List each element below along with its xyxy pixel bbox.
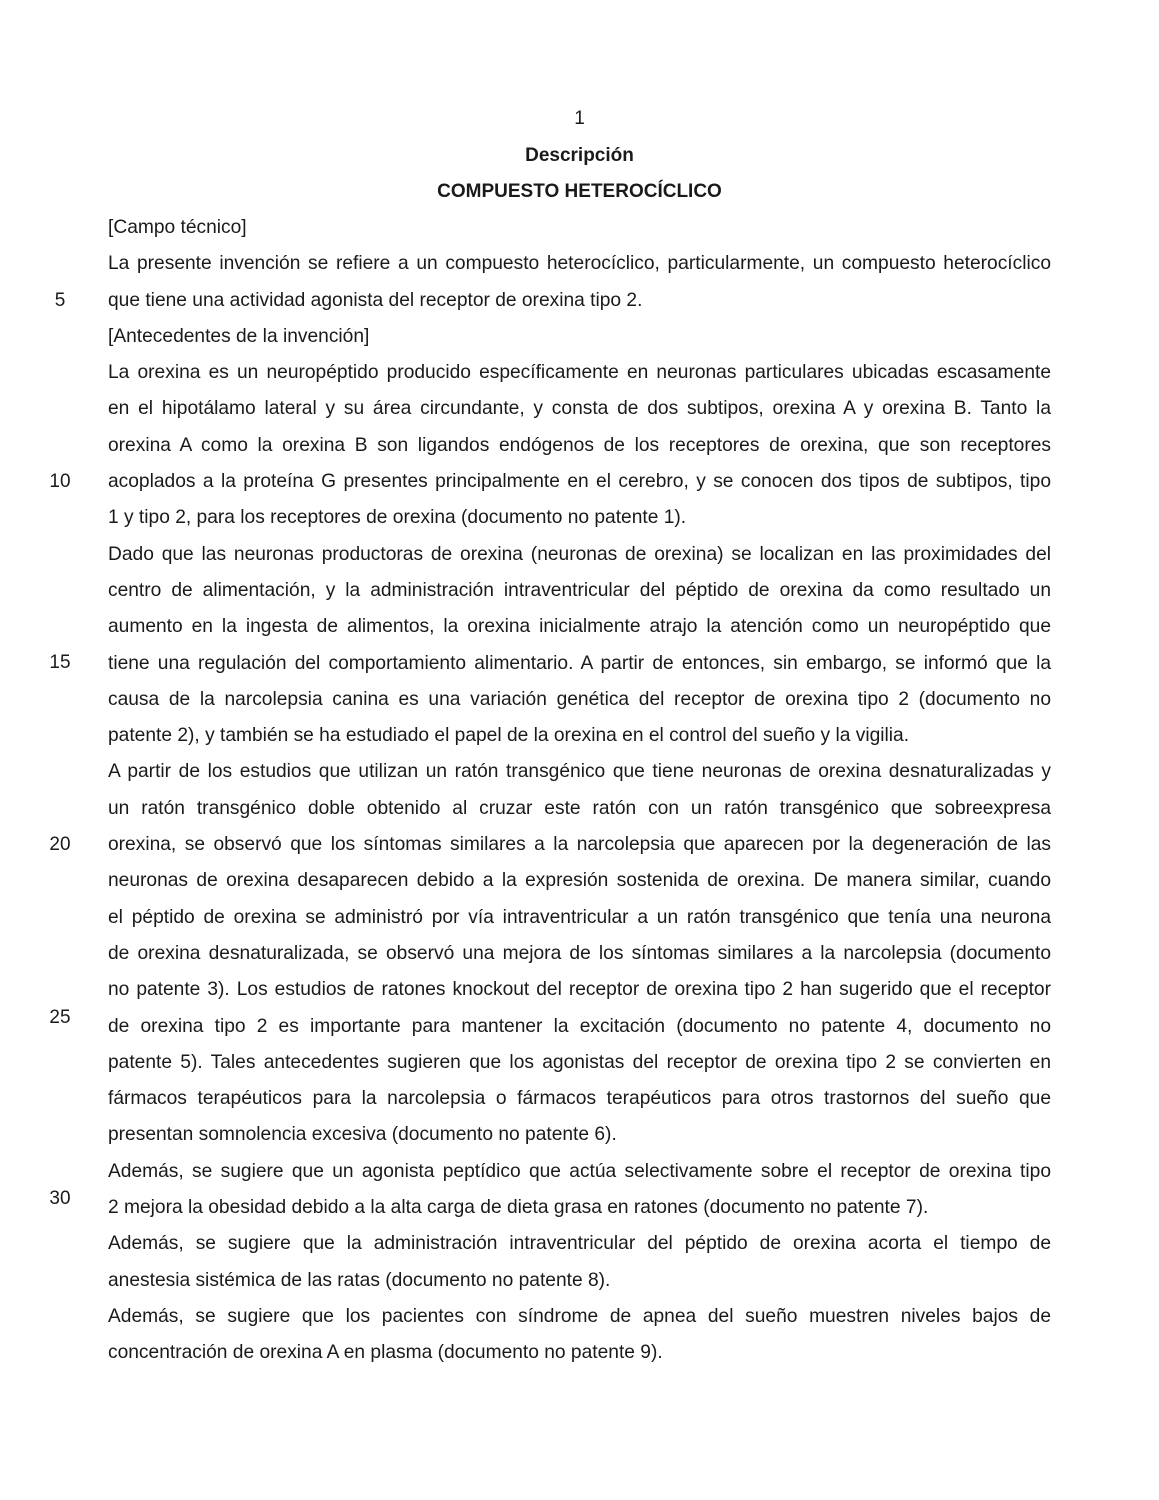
text-line: Además, se sugiere que un agonista peptídico que actúa selectivamente sobre el receptor de orexina tipo	[108, 1160, 1051, 1182]
text-line: anestesia sistémica de las ratas (documento no patente 8).	[108, 1269, 611, 1291]
text-line: centro de alimentación, y la administración intraventricular del péptido de orexina da como resultado un	[108, 579, 1051, 601]
text-line: Dado que las neuronas productoras de orexina (neuronas de orexina) se localizan en las proximidades del	[108, 543, 1051, 565]
text-line: orexina A como la orexina B son ligandos endógenos de los receptores de orexina, que son receptores	[108, 434, 1051, 456]
text-line: patente 2), y también se ha estudiado el papel de la orexina en el control del sueño y la vigilia.	[108, 725, 910, 747]
text-line: La presente invención se refiere a un compuesto heterocíclico, particularmente, un compuesto heterocíclico	[108, 253, 1051, 275]
text-line: que tiene una actividad agonista del receptor de orexina tipo 2.	[108, 289, 643, 311]
line-number: 20	[49, 834, 71, 855]
line-number: 10	[49, 471, 71, 492]
text-line: de orexina tipo 2 es importante para mantener la excitación (documento no patente 4, documento no	[108, 1015, 1051, 1037]
text-line: tiene una regulación del comportamiento alimentario. A partir de entonces, sin embargo, se informó que la	[108, 652, 1051, 674]
text-line: 2 mejora la obesidad debido a la alta carga de dieta grasa en ratones (documento no patente 7).	[108, 1197, 929, 1219]
line-number: 25	[49, 1007, 71, 1028]
text-line: neuronas de orexina desaparecen debido a la expresión sostenida de orexina. De manera similar, cuando	[108, 870, 1051, 892]
text-line: A partir de los estudios que utilizan un ratón transgénico que tiene neuronas de orexina desnaturalizadas y	[108, 761, 1051, 783]
text-line: Además, se sugiere que los pacientes con síndrome de apnea del sueño muestren niveles bajos de	[108, 1305, 1051, 1327]
text-line: orexina, se observó que los síntomas similares a la narcolepsia que aparecen por la degeneración de las	[108, 834, 1051, 856]
text-line: [Antecedentes de la invención]	[108, 325, 370, 347]
line-number: 15	[49, 652, 71, 673]
line-number: 5	[54, 290, 66, 311]
text-line: causa de la narcolepsia canina es una variación genética del receptor de orexina tipo 2 (documento no	[108, 688, 1051, 710]
text-line: Además, se sugiere que la administración intraventricular del péptido de orexina acorta el tiempo de	[108, 1233, 1051, 1255]
line-number: 30	[49, 1188, 71, 1209]
document-title: COMPUESTO HETEROCÍCLICO	[437, 181, 722, 202]
text-line: no patente 3). Los estudios de ratones knockout del receptor de orexina tipo 2 han sugerido que el receptor	[108, 979, 1051, 1001]
text-line: concentración de orexina A en plasma (documento no patente 9).	[108, 1342, 663, 1364]
text-line: La orexina es un neuropéptido producido específicamente en neuronas particulares ubicadas escasamente	[108, 362, 1051, 384]
text-line: patente 5). Tales antecedentes sugieren que los agonistas del receptor de orexina tipo 2 se convierten en	[108, 1051, 1051, 1073]
text-line: un ratón transgénico doble obtenido al cruzar este ratón con un ratón transgénico que sobreexpresa	[108, 797, 1051, 819]
page-number: 1	[574, 108, 585, 129]
text-line: de orexina desnaturalizada, se observó una mejora de los síntomas similares a la narcolepsia (documento	[108, 942, 1051, 964]
text-line: 1 y tipo 2, para los receptores de orexina (documento no patente 1).	[108, 507, 687, 529]
text-line: fármacos terapéuticos para la narcolepsia o fármacos terapéuticos para otros trastornos del sueño que	[108, 1088, 1051, 1110]
section-heading: Descripción	[525, 145, 634, 166]
document-body	[108, 216, 1051, 1378]
text-line: acoplados a la proteína G presentes principalmente en el cerebro, y se conocen dos tipos de subtipos, tipo	[108, 471, 1051, 493]
text-line: en el hipotálamo lateral y su área circundante, y consta de dos subtipos, orexina A y orexina B. Tanto la	[108, 398, 1051, 420]
text-line: aumento en la ingesta de alimentos, la orexina inicialmente atrajo la atención como un neuropéptido que	[108, 616, 1051, 638]
text-line: el péptido de orexina se administró por vía intraventricular a un ratón transgénico que tenía una neurona	[108, 906, 1051, 928]
text-line: [Campo técnico]	[108, 217, 247, 238]
text-line: presentan somnolencia excesiva (documento no patente 6).	[108, 1124, 617, 1146]
